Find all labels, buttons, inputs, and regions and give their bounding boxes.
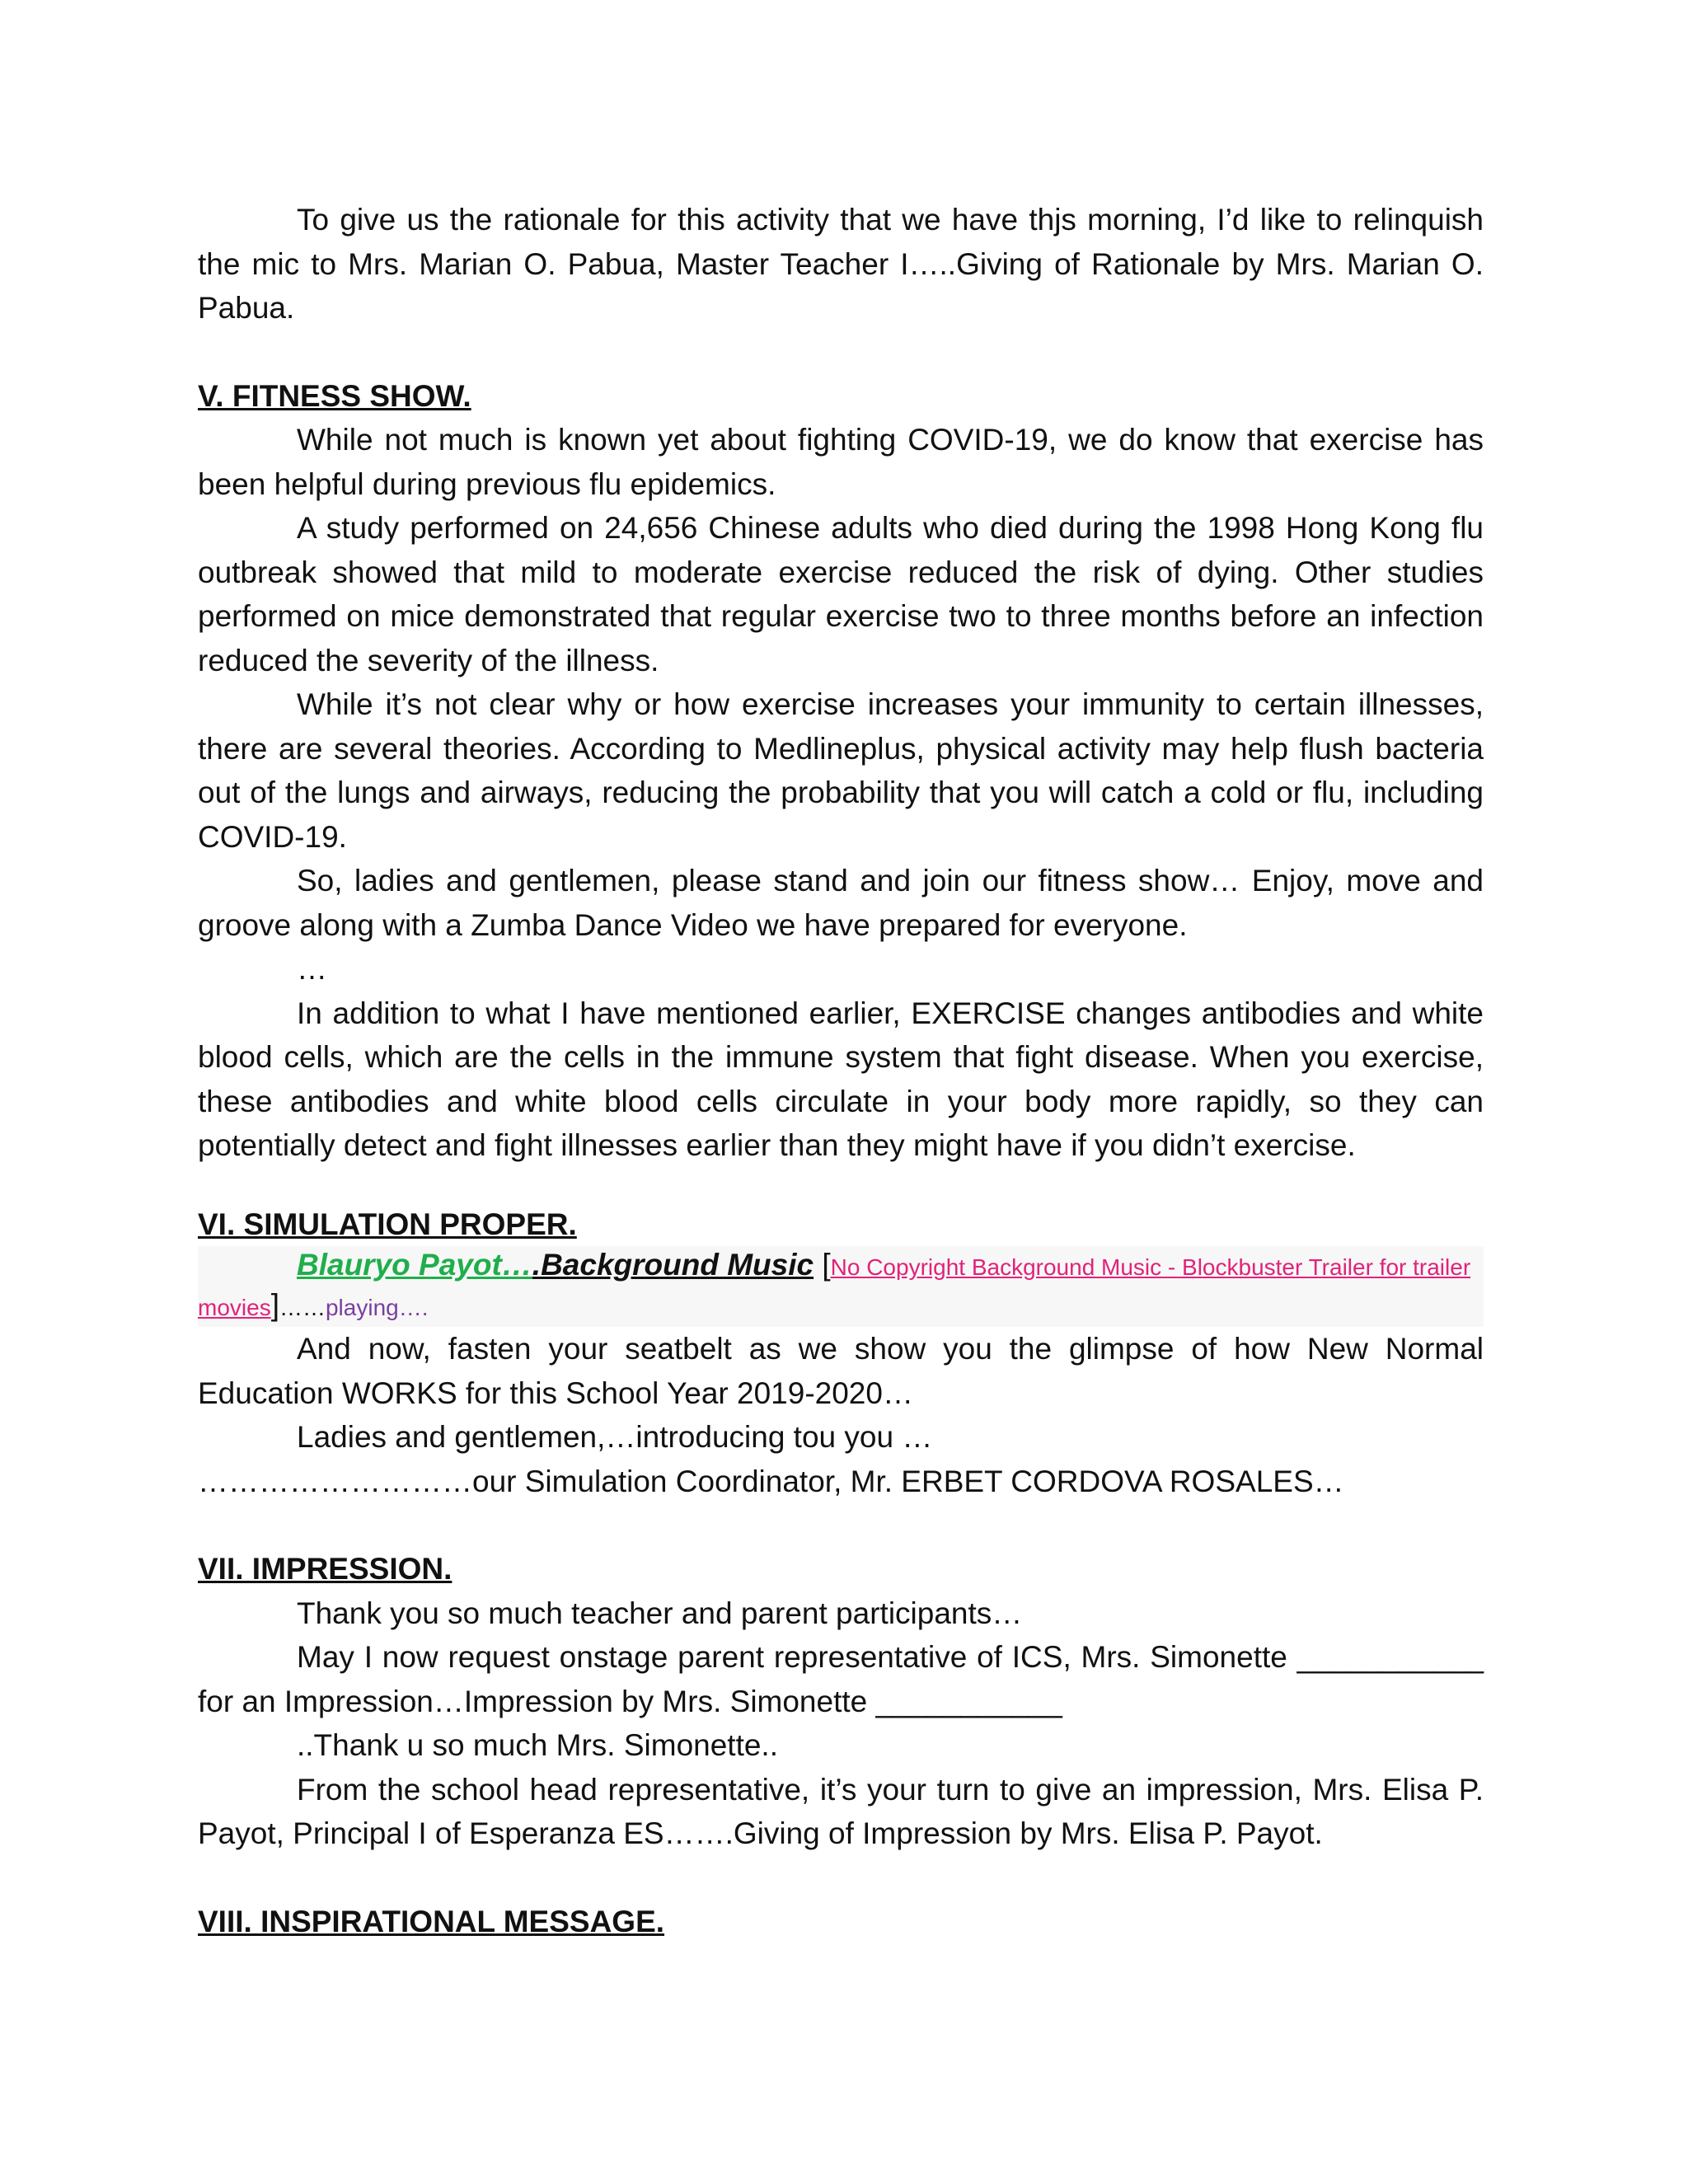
fitness-ellipsis: …: [297, 952, 327, 986]
music-cue-block: [198, 1246, 1484, 1327]
section-heading-simulation-proper: VI. SIMULATION PROPER.: [198, 1207, 577, 1241]
section-heading-inspirational-message: VIII. INSPIRATIONAL MESSAGE.: [198, 1904, 665, 1938]
bracket-close: ]: [270, 1288, 279, 1322]
spacer: [198, 1503, 1484, 1547]
impression-paragraph-1: Thank you so much teacher and parent participants…: [297, 1596, 1023, 1630]
music-playing-text: playing….: [325, 1295, 429, 1320]
simulation-paragraph-1: And now, fasten your seatbelt as we show you the glimpse of how New Normal Education WORKS for this School Year 2019-2020…: [198, 1332, 1484, 1410]
music-link[interactable]: No Copyright Background Music - Blockbuster Trailer for trailer movies: [198, 1254, 1471, 1320]
fitness-paragraph-2: A study performed on 24,656 Chinese adults who died during the 1998 Hong Kong flu outbreak showed that mild to moderate exercise reduced the risk of dying. Other studies performed on mice demonstrated that regular exercise two to three months before an infection reduced the severity of the illness.: [198, 511, 1484, 677]
music-name: Blauryo Payot…: [297, 1248, 532, 1282]
simulation-paragraph-2: Ladies and gentlemen,…introducing tou you …: [297, 1420, 933, 1454]
spacer: [198, 1168, 1484, 1202]
impression-paragraph-3: ..Thank u so much Mrs. Simonette..: [297, 1728, 778, 1762]
rationale-paragraph: To give us the rationale for this activity that we have thjs morning, I’d like to relinquish the mic to Mrs. Marian O. Pabua, Master Teacher I…..Giving of Rationale by Mrs. Marian O. Pabua.: [198, 203, 1484, 325]
coordinator-line: ………………………our Simulation Coordinator, Mr. ERBET CORDOVA ROSALES…: [198, 1464, 1344, 1498]
impression-paragraph-4: From the school head representative, it’s your turn to give an impression, Mrs. Elisa P. Payot, Principal I of Esperanza ES…….Giving of Impression by Mrs. Elisa P. Payot.: [198, 1772, 1484, 1850]
document-page: [198, 198, 1484, 1943]
spacer: [198, 1856, 1484, 1900]
section-heading-impression: VII. IMPRESSION.: [198, 1552, 452, 1586]
fitness-paragraph-5: In addition to what I have mentioned earlier, EXERCISE changes antibodies and white blood cells, which are the cells in the immune system that fight disease. When you exercise, these antibodies and white blood cells circulate in your body more rapidly, so they can potentially detect and fight illnesses earlier than they might have if you didn’t exercise.: [198, 996, 1484, 1162]
fitness-paragraph-4: So, ladies and gentlemen, please stand and join our fitness show… Enjoy, move and groove along with a Zumba Dance Video we have prepared for everyone.: [198, 864, 1484, 942]
section-heading-fitness-show: V. FITNESS SHOW.: [198, 378, 471, 413]
impression-paragraph-2: May I now request onstage parent representative of ICS, Mrs. Simonette ___________ for an Impression…Impression by Mrs. Simonette ___________: [198, 1640, 1484, 1718]
music-dots: ……: [279, 1295, 326, 1320]
bracket-open: [: [814, 1248, 831, 1282]
music-cue-line: [198, 1246, 1484, 1327]
fitness-paragraph-3: While it’s not clear why or how exercise increases your immunity to certain illnesses, there are several theories. According to Medlineplus, physical activity may help flush bacteria out of the lungs and airways, reducing the probability that you will catch a cold or flu, including COVID-19.: [198, 687, 1484, 854]
music-label: .Background Music: [532, 1248, 814, 1282]
spacer: [198, 330, 1484, 374]
fitness-paragraph-1: While not much is known yet about fighting COVID-19, we do know that exercise has been helpful during previous flu epidemics.: [198, 423, 1484, 501]
